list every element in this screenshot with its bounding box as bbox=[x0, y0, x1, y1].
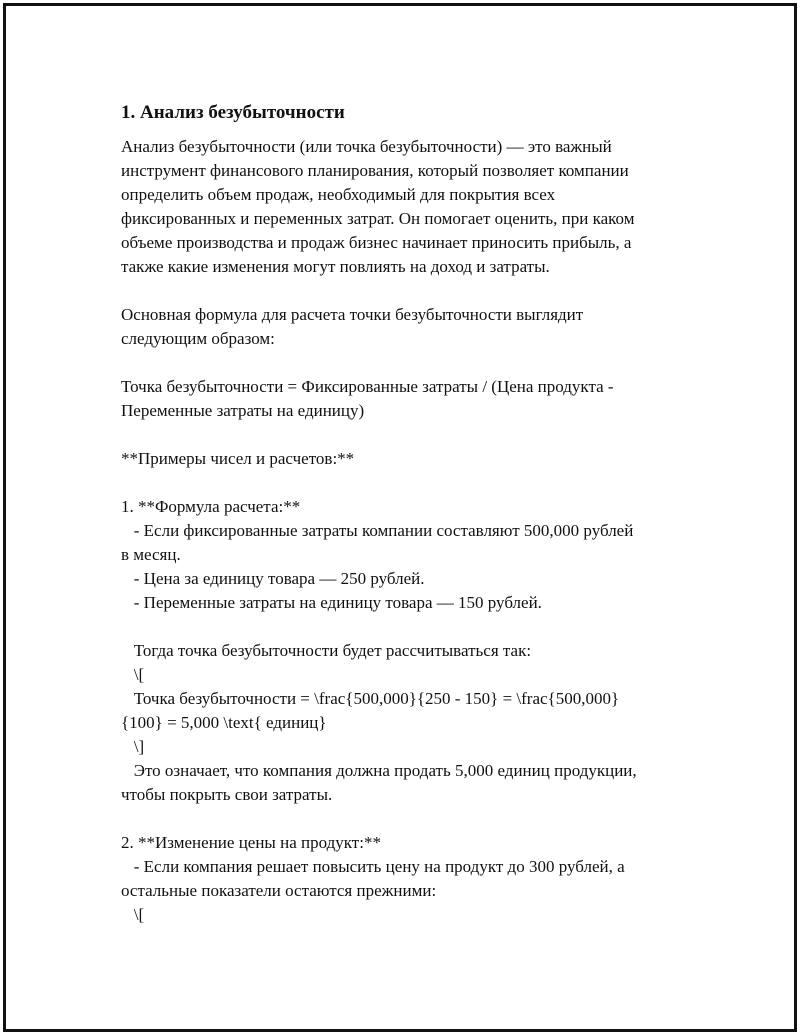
section-heading: 1. Анализ безубыточности bbox=[121, 102, 345, 123]
text-line: инструмент финансового планирования, который позволяет компании bbox=[121, 161, 629, 180]
text-line: 2. **Изменение цены на продукт:** bbox=[121, 833, 381, 852]
text-line: Переменные затраты на единицу) bbox=[121, 401, 365, 420]
text-line: \[ bbox=[121, 905, 145, 924]
text-line: - Если компания решает повысить цену на продукт до 300 рублей, а bbox=[121, 857, 625, 876]
text-line: **Примеры чисел и расчетов:** bbox=[121, 449, 355, 468]
text-line: - Цена за единицу товара — 250 рублей. bbox=[121, 569, 425, 588]
text-line: 1. **Формула расчета:** bbox=[121, 497, 301, 516]
text-line: также какие изменения могут повлиять на доход и затраты. bbox=[121, 257, 550, 276]
text-line: Точка безубыточности = \frac{500,000}{250 - 150} = \frac{500,000} bbox=[121, 689, 620, 708]
text-line: - Переменные затраты на единицу товара — 150 рублей. bbox=[121, 593, 542, 612]
blank-line bbox=[121, 279, 691, 303]
paragraph-block bbox=[121, 135, 691, 927]
text-line: {100} = 5,000 \text{ единиц} bbox=[121, 713, 327, 732]
blank-line bbox=[121, 423, 691, 447]
text-line: определить объем продаж, необходимый для покрытия всех bbox=[121, 185, 556, 204]
text-line: \] bbox=[121, 737, 145, 756]
text-line: Точка безубыточности = Фиксированные затраты / (Цена продукта - bbox=[121, 377, 614, 396]
blank-line bbox=[121, 471, 691, 495]
blank-line bbox=[121, 615, 691, 639]
document-body bbox=[121, 100, 691, 927]
text-line: Анализ безубыточности (или точка безубыточности) — это важный bbox=[121, 137, 612, 156]
text-line: следующим образом: bbox=[121, 329, 275, 348]
blank-line bbox=[121, 351, 691, 375]
text-line: чтобы покрыть свои затраты. bbox=[121, 785, 333, 804]
text-line: в месяц. bbox=[121, 545, 181, 564]
text-line: Тогда точка безубыточности будет рассчитываться так: bbox=[121, 641, 532, 660]
text-line: фиксированных и переменных затрат. Он помогает оценить, при каком bbox=[121, 209, 635, 228]
blank-line bbox=[121, 807, 691, 831]
text-line: Основная формула для расчета точки безубыточности выглядит bbox=[121, 305, 584, 324]
text-line: - Если фиксированные затраты компании составляют 500,000 рублей bbox=[121, 521, 634, 540]
text-line: \[ bbox=[121, 665, 145, 684]
document-page bbox=[3, 3, 797, 1032]
text-line: Это означает, что компания должна продать 5,000 единиц продукции, bbox=[121, 761, 637, 780]
text-line: объеме производства и продаж бизнес начинает приносить прибыль, а bbox=[121, 233, 632, 252]
text-line: остальные показатели остаются прежними: bbox=[121, 881, 437, 900]
